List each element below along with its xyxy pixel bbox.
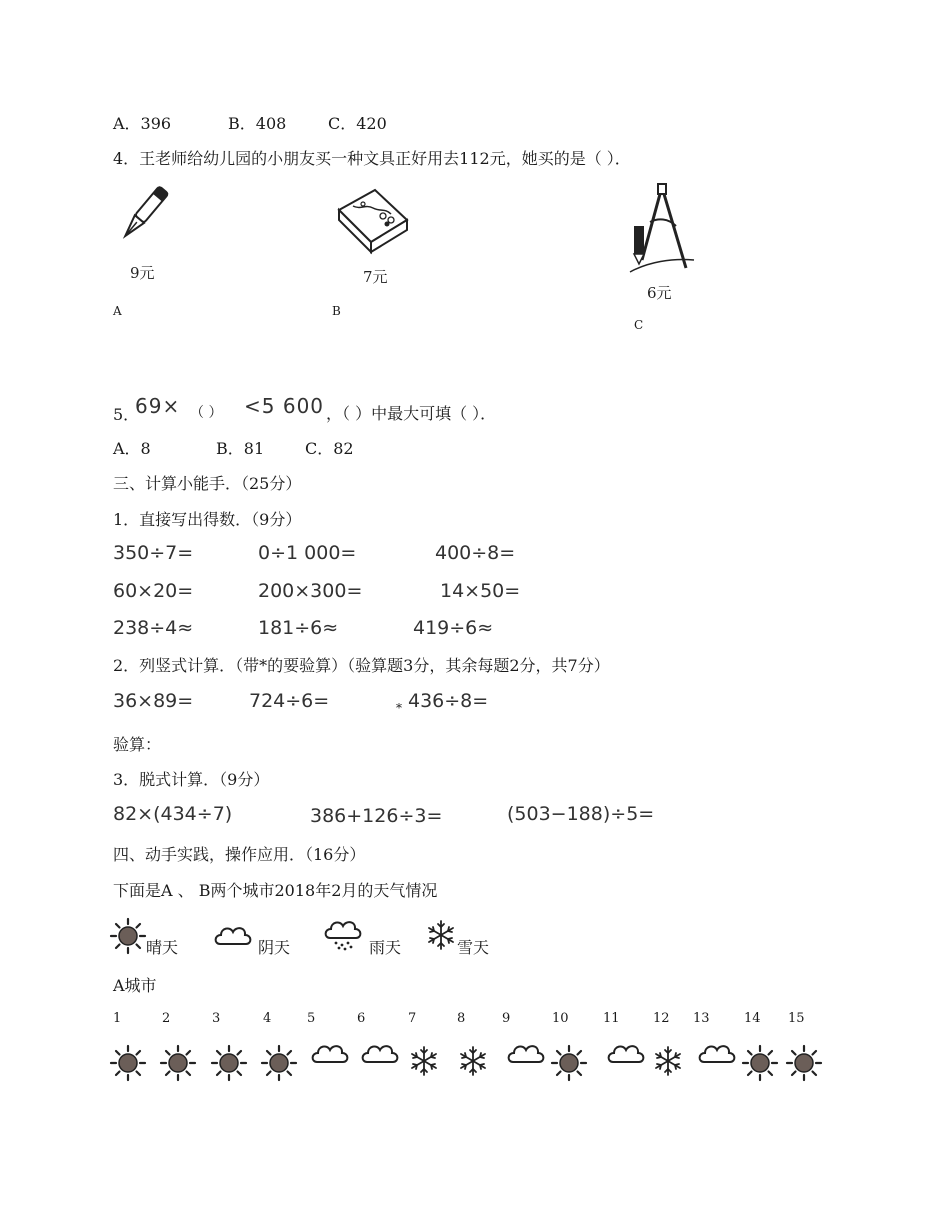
star-marker: *	[396, 701, 402, 715]
q5-option-c: C．82	[305, 439, 354, 458]
city-a-label: A城市	[113, 976, 157, 995]
day-number: 4	[263, 1011, 272, 1026]
cloud-icon	[360, 1042, 404, 1070]
snowflake-icon	[424, 918, 458, 952]
pencil-box-icon	[335, 184, 411, 254]
item-b-label: B	[332, 304, 341, 318]
snowflake-icon	[651, 1044, 685, 1078]
item-a-price: 9元	[130, 264, 155, 282]
section4-intro: 下面是A 、 B两个城市2018年2月的天气情况	[113, 881, 438, 900]
q5-number: 5．	[113, 405, 140, 424]
item-b-price: 7元	[363, 268, 388, 286]
item-a-label: A	[113, 304, 122, 318]
day-number: 7	[408, 1011, 417, 1026]
day-number: 9	[502, 1011, 511, 1026]
q5-blank: （ ）	[190, 405, 223, 421]
day-number: 3	[212, 1011, 221, 1026]
q3-option-a: A．396	[113, 114, 172, 133]
day-number: 5	[307, 1011, 316, 1026]
calc-503-minus-expr: (503−188)÷5=	[507, 803, 655, 825]
section3-sub1: 1．直接写出得数．（9分）	[113, 510, 302, 529]
sun-icon	[110, 1045, 146, 1081]
calc-724-div-6: 724÷6=	[249, 690, 330, 712]
section3-title: 三、计算小能手．（25分）	[113, 474, 302, 493]
day-number: 15	[788, 1011, 805, 1026]
cloud-icon	[212, 922, 258, 952]
calc-350-div-7: 350÷7=	[113, 542, 194, 564]
section3-sub3: 3．脱式计算．（9分）	[113, 770, 270, 789]
calc-82-times-expr: 82×(434÷7)	[113, 803, 233, 825]
calc-36-times-89: 36×89=	[113, 690, 194, 712]
calc-400-div-8: 400÷8=	[435, 542, 516, 564]
sun-icon	[160, 1045, 196, 1081]
day-number: 13	[693, 1011, 710, 1026]
sun-icon	[110, 918, 146, 954]
day-number: 11	[603, 1011, 620, 1026]
sun-icon	[786, 1045, 822, 1081]
legend-rainy: 雨天	[369, 938, 402, 957]
day-number: 1	[113, 1011, 122, 1026]
cloud-icon	[606, 1042, 650, 1070]
day-number: 14	[744, 1011, 761, 1026]
calc-436-div-8: 436÷8=	[408, 690, 489, 712]
cloud-icon	[697, 1042, 741, 1070]
item-c-label: C	[634, 318, 644, 332]
sun-icon	[742, 1045, 778, 1081]
snowflake-icon	[407, 1044, 441, 1078]
legend-cloudy: 阴天	[258, 938, 291, 957]
calc-14-times-50: 14×50=	[440, 580, 521, 602]
item-c-price: 6元	[647, 284, 672, 302]
sun-icon	[211, 1045, 247, 1081]
calc-60-times-20: 60×20=	[113, 580, 194, 602]
q5-option-b: B．81	[216, 439, 265, 458]
day-number: 2	[162, 1011, 171, 1026]
fountain-pen-icon	[112, 180, 172, 260]
q5-option-a: A．8	[113, 439, 151, 458]
calc-200-times-300: 200×300=	[258, 580, 363, 602]
day-number: 12	[653, 1011, 670, 1026]
day-number: 8	[457, 1011, 466, 1026]
q5-question-tail: ，（ ）中最大可填（ ）．	[326, 404, 497, 423]
calc-0-div-1000: 0÷1 000=	[258, 542, 357, 564]
q4-question: 4．王老师给幼儿园的小朋友买一种文具正好用去112元，她买的是（ ）．	[113, 149, 631, 168]
cloud-icon	[310, 1042, 354, 1070]
calc-238-div-4: 238÷4≈	[113, 617, 194, 639]
calc-419-div-6: 419÷6≈	[413, 617, 494, 639]
day-number: 10	[552, 1011, 569, 1026]
q3-option-b: B．408	[228, 114, 287, 133]
verify-label: 验算：	[113, 735, 162, 754]
calc-386-plus-expr: 386+126÷3=	[310, 805, 443, 827]
sun-icon	[261, 1045, 297, 1081]
calc-181-div-6: 181÷6≈	[258, 617, 339, 639]
legend-snowy: 雪天	[457, 938, 490, 957]
section3-sub2: 2．列竖式计算．（带*的要验算）（验算题3分，其余每题2分，共7分）	[113, 656, 610, 675]
rain-cloud-icon	[322, 916, 368, 956]
q3-option-c: C．420	[328, 114, 387, 133]
snowflake-icon	[456, 1044, 490, 1078]
legend-sunny: 晴天	[146, 938, 179, 957]
cloud-icon	[506, 1042, 550, 1070]
sun-icon	[551, 1045, 587, 1081]
section4-title: 四、动手实践，操作应用．（16分）	[113, 845, 366, 864]
compass-icon	[628, 182, 698, 282]
day-number: 6	[357, 1011, 366, 1026]
q5-expr-left: 69×	[135, 394, 181, 418]
q5-expr-right: <5 600	[244, 394, 325, 418]
